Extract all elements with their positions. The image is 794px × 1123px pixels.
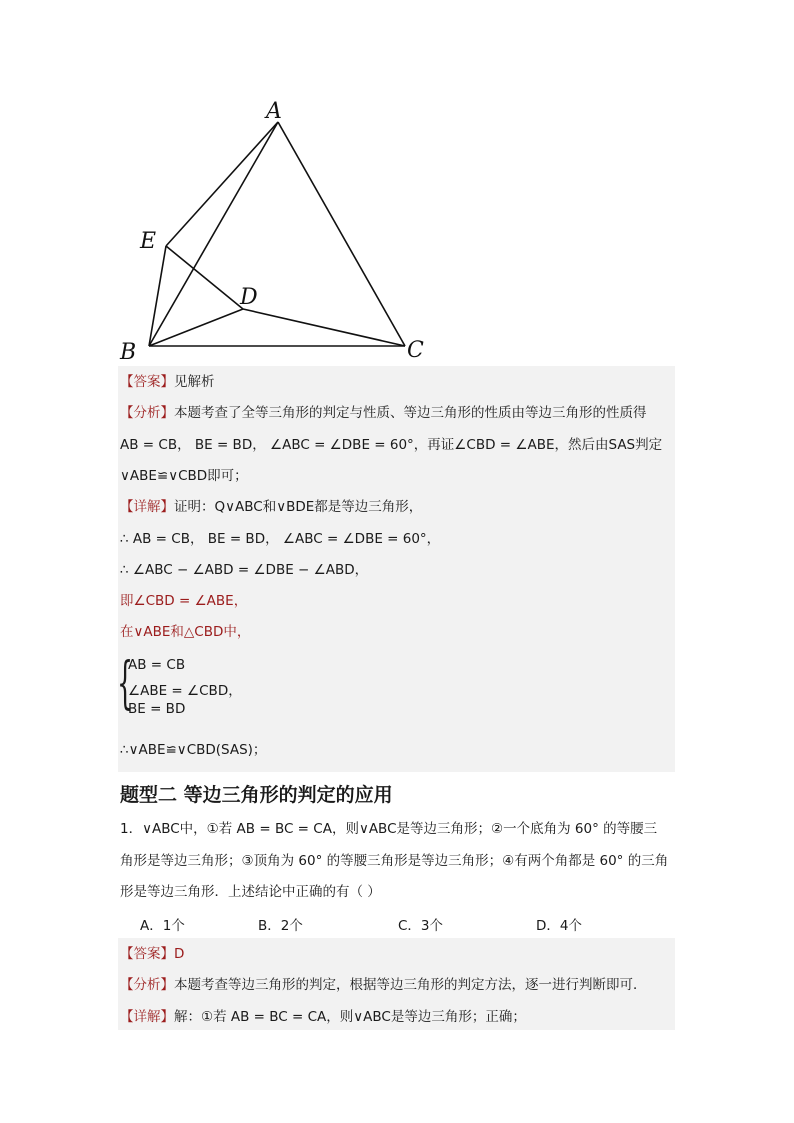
label-b: B [120,340,137,365]
segment-dc [243,309,405,346]
analysis-2: 【分析】本题考查等边三角形的判定，根据等边三角形的判定方法，逐一进行判断即可． [120,977,647,993]
section-heading: 题型二 等边三角形的判定的应用 [120,784,393,806]
system-eq-2: ∠ABE = ∠CBD， [128,683,242,699]
analysis-1-line-1: 【分析】本题考查了全等三角形的判定与性质、等边三角形的性质由等边三角形的性质得 [120,405,647,421]
question-line-1: 1．∨ABC中，①若 AB = BC = CA，则∨ABC是等边三角形；②一个底角为 60° 的等腰三 [120,821,658,837]
label-c: C [407,338,424,363]
option-b: B．2个 [258,918,303,934]
detail-1-line-3: ∴ ∠ABC − ∠ABD = ∠DBE − ∠ABD， [120,562,369,578]
answer-2: 【答案】D [120,946,185,962]
segment-ea [166,122,278,246]
detail-1-line-4: 即∠CBD = ∠ABE， [120,593,248,609]
detail-1-line-2: ∴ AB = CB， BE = BD， ∠ABC = ∠DBE = 60°， [120,531,441,547]
triangle-diagram [110,92,440,367]
detail-2: 【详解】解：①若 AB = BC = CA，则∨ABC是等边三角形；正确； [120,1009,526,1025]
question-line-3: 形是等边三角形．上述结论中正确的有（ ） [120,884,381,900]
option-c: C．3个 [398,918,444,934]
geometry-figure [110,92,440,367]
label-d: D [240,285,258,310]
label-a: A [266,99,282,124]
detail-1-line-6: ∴∨ABE≌∨CBD(SAS)； [120,742,267,758]
option-a: A．1个 [140,918,185,934]
detail-1-line-1: 【详解】证明：Q∨ABC和∨BDE都是等边三角形， [120,499,423,515]
label-e: E [140,229,157,254]
segment-ed [166,246,243,309]
equation-brace: { [117,651,134,716]
detail-1-line-5: 在∨ABE和△CBD中， [120,624,251,640]
analysis-1-line-2: AB = CB， BE = BD， ∠ABC = ∠DBE = 60°，再证∠CBD = ∠ABE，然后由SAS判定 [120,437,663,453]
system-eq-3: BE = BD [128,701,186,717]
segment-bd [149,309,243,346]
question-line-2: 角形是等边三角形；③顶角为 60° 的等腰三角形是等边三角形；④有两个角都是 60° 的三角 [120,853,669,869]
segment-ac [278,122,405,346]
answer-1: 【答案】见解析 [120,374,215,390]
system-eq-1: AB = CB [128,657,186,673]
analysis-1-line-3: ∨ABE≌∨CBD即可； [120,468,248,484]
option-d: D．4个 [536,918,582,934]
